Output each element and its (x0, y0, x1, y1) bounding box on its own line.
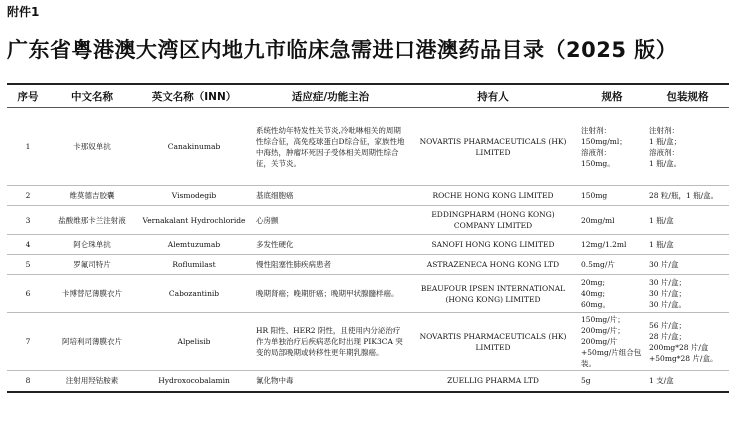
cell-package-line: 28 粒/瓶，1 瓶/盒。 (649, 191, 719, 200)
cell-holder: BEAUFOUR IPSEN INTERNATIONAL (HONG KONG) LIMITED (408, 275, 578, 313)
cell-spec-line: 20mg/ml (581, 215, 615, 225)
header-spec: 规格 (578, 84, 646, 108)
cell-en-name: Vernakalant Hydrochloride (135, 206, 253, 235)
cell-package-line: 1 瓶/盒； (649, 136, 682, 146)
cell-no: 5 (7, 255, 49, 275)
cell-en-name: Roflumilast (135, 255, 253, 275)
cell-package-line: 56 片/盒； (649, 320, 686, 330)
cell-spec-line: 溶液剂：150mg。 (581, 147, 615, 168)
cell-spec-line: 150mg/片； (581, 315, 625, 324)
cell-spec (578, 371, 646, 392)
cell-spec (578, 206, 646, 235)
cell-package-line: 30 片/盒； (649, 289, 686, 298)
cell-cn-name: 卡那奴单抗 (49, 108, 135, 186)
cell-holder: NOVARTIS PHARMACEUTICALS (HK) LIMITED (408, 108, 578, 186)
cell-package-line: 溶液剂： (649, 147, 679, 157)
header-indication: 适应症/功能主治 (253, 84, 408, 108)
cell-package-line: 1 瓶/盒 (649, 215, 674, 225)
cell-package (646, 255, 729, 275)
cell-no: 1 (7, 108, 49, 186)
cell-package (646, 206, 729, 235)
cell-cn-name: 罗氟司特片 (49, 255, 135, 275)
cell-holder: ZUELLIG PHARMA LTD (408, 371, 578, 392)
cell-spec-line: 0.5mg/片 (581, 260, 615, 269)
cell-holder: ASTRAZENECA HONG KONG LTD (408, 255, 578, 275)
cell-spec (578, 108, 646, 186)
cell-indication: 系统性幼年特发性关节炎,冷吡啉相关的周期性综合征，高免疫球蛋白D综合征，家族性地中海热，肿瘤坏死因子受体相关周期性综合征，关节炎。 (253, 108, 408, 186)
header-no: 序号 (7, 84, 49, 108)
cell-spec-line: 150mg/ml； (581, 136, 627, 146)
cell-spec-line: 40mg; (581, 289, 605, 298)
cell-en-name: Vismodegib (135, 186, 253, 206)
cell-indication: 慢性阻塞性肺疾病患者 (253, 255, 408, 275)
table-row (7, 186, 729, 206)
cell-package-line: 1 瓶/盒。 (649, 158, 682, 168)
cell-indication: 基底细胞癌 (253, 186, 408, 206)
cell-package (646, 275, 729, 313)
header-cn-name: 中文名称 (49, 84, 135, 108)
cell-package (646, 235, 729, 255)
cell-spec-line: 60mg。 (581, 300, 610, 309)
header-package: 包装规格 (646, 84, 729, 108)
cell-no: 8 (7, 371, 49, 392)
cell-cn-name: 阿仑珠单抗 (49, 235, 135, 255)
cell-holder: ROCHE HONG KONG LIMITED (408, 186, 578, 206)
cell-package-line: 1 瓶/盒 (649, 240, 674, 249)
table-row (7, 371, 729, 392)
cell-package (646, 371, 729, 392)
cell-package (646, 108, 729, 186)
table-header-row (7, 84, 729, 108)
header-holder: 持有人 (408, 84, 578, 108)
cell-no: 2 (7, 186, 49, 206)
cell-no: 3 (7, 206, 49, 235)
cell-spec (578, 313, 646, 371)
cell-no: 4 (7, 235, 49, 255)
page-title: 广东省粤港澳大湾区内地九市临床急需进口港澳药品目录（2025 版） (7, 38, 678, 62)
cell-package-line: +50mg*28 片/盒。 (649, 353, 718, 363)
cell-holder: EDDINGPHARM (HONG KONG) COMPANY LIMITED (408, 206, 578, 235)
cell-holder: SANOFI HONG KONG LIMITED (408, 235, 578, 255)
table-row (7, 235, 729, 255)
drug-catalog-table (7, 83, 729, 393)
cell-spec (578, 186, 646, 206)
table-row (7, 275, 729, 313)
cell-indication: HR 阳性、HER2 阴性，且使用内分泌治疗作为单独治疗后疾病恶化时出现 PIK3CA 突变的局部晚期或转移性更年期乳腺癌。 (253, 313, 408, 371)
cell-spec-line: 200mg/片； (581, 326, 625, 335)
cell-spec-line: 注射剂： (581, 125, 611, 135)
cell-spec-line: 20mg; (581, 278, 605, 287)
attachment-label: 附件1 (7, 5, 40, 19)
cell-no: 6 (7, 275, 49, 313)
cell-en-name: Alpelisib (135, 313, 253, 371)
table-row (7, 206, 729, 235)
cell-cn-name: 阿培利司薄膜衣片 (49, 313, 135, 371)
cell-spec-line: 12mg/1.2ml (581, 240, 627, 249)
cell-holder: NOVARTIS PHARMACEUTICALS (HK) LIMITED (408, 313, 578, 371)
cell-package-line: 1 支/盒 (649, 376, 674, 386)
cell-spec (578, 275, 646, 313)
cell-en-name: Canakinumab (135, 108, 253, 186)
cell-cn-name: 盐酸维那卡兰注射液 (49, 206, 135, 235)
cell-package-line: 30 片/盒 (649, 260, 679, 269)
cell-en-name: Cabozantinib (135, 275, 253, 313)
cell-package-line: 30 片/盒； (649, 278, 686, 287)
cell-en-name: Alemtuzumab (135, 235, 253, 255)
cell-indication: 多发性硬化 (253, 235, 408, 255)
table-row (7, 108, 729, 186)
cell-package-line: 30 片/盒。 (649, 300, 686, 309)
cell-cn-name: 卡博替尼薄膜衣片 (49, 275, 135, 313)
cell-spec (578, 235, 646, 255)
cell-spec-line: 200mg/片+50mg/片组合包装。 (581, 337, 642, 368)
cell-no: 7 (7, 313, 49, 371)
cell-indication: 氰化物中毒 (253, 371, 408, 392)
cell-package (646, 186, 729, 206)
cell-spec (578, 255, 646, 275)
table-row (7, 255, 729, 275)
table-row (7, 313, 729, 371)
cell-en-name: Hydroxocobalamin (135, 371, 253, 392)
cell-indication: 晚期肾癌；晚期肝癌；晚期甲状腺髓样癌。 (253, 275, 408, 313)
cell-package-line: 28 片/盒； (649, 331, 686, 341)
cell-package-line: 200mg*28 片/盒 (649, 342, 709, 352)
header-en-name: 英文名称（INN） (135, 84, 253, 108)
cell-indication: 心房颤 (253, 206, 408, 235)
cell-cn-name: 维莫德吉胶囊 (49, 186, 135, 206)
cell-cn-name: 注射用羟钴胺素 (49, 371, 135, 392)
cell-spec-line: 150mg (581, 191, 608, 200)
cell-package-line: 注射剂： (649, 125, 679, 135)
cell-spec-line: 5g (581, 376, 591, 386)
cell-package (646, 313, 729, 371)
